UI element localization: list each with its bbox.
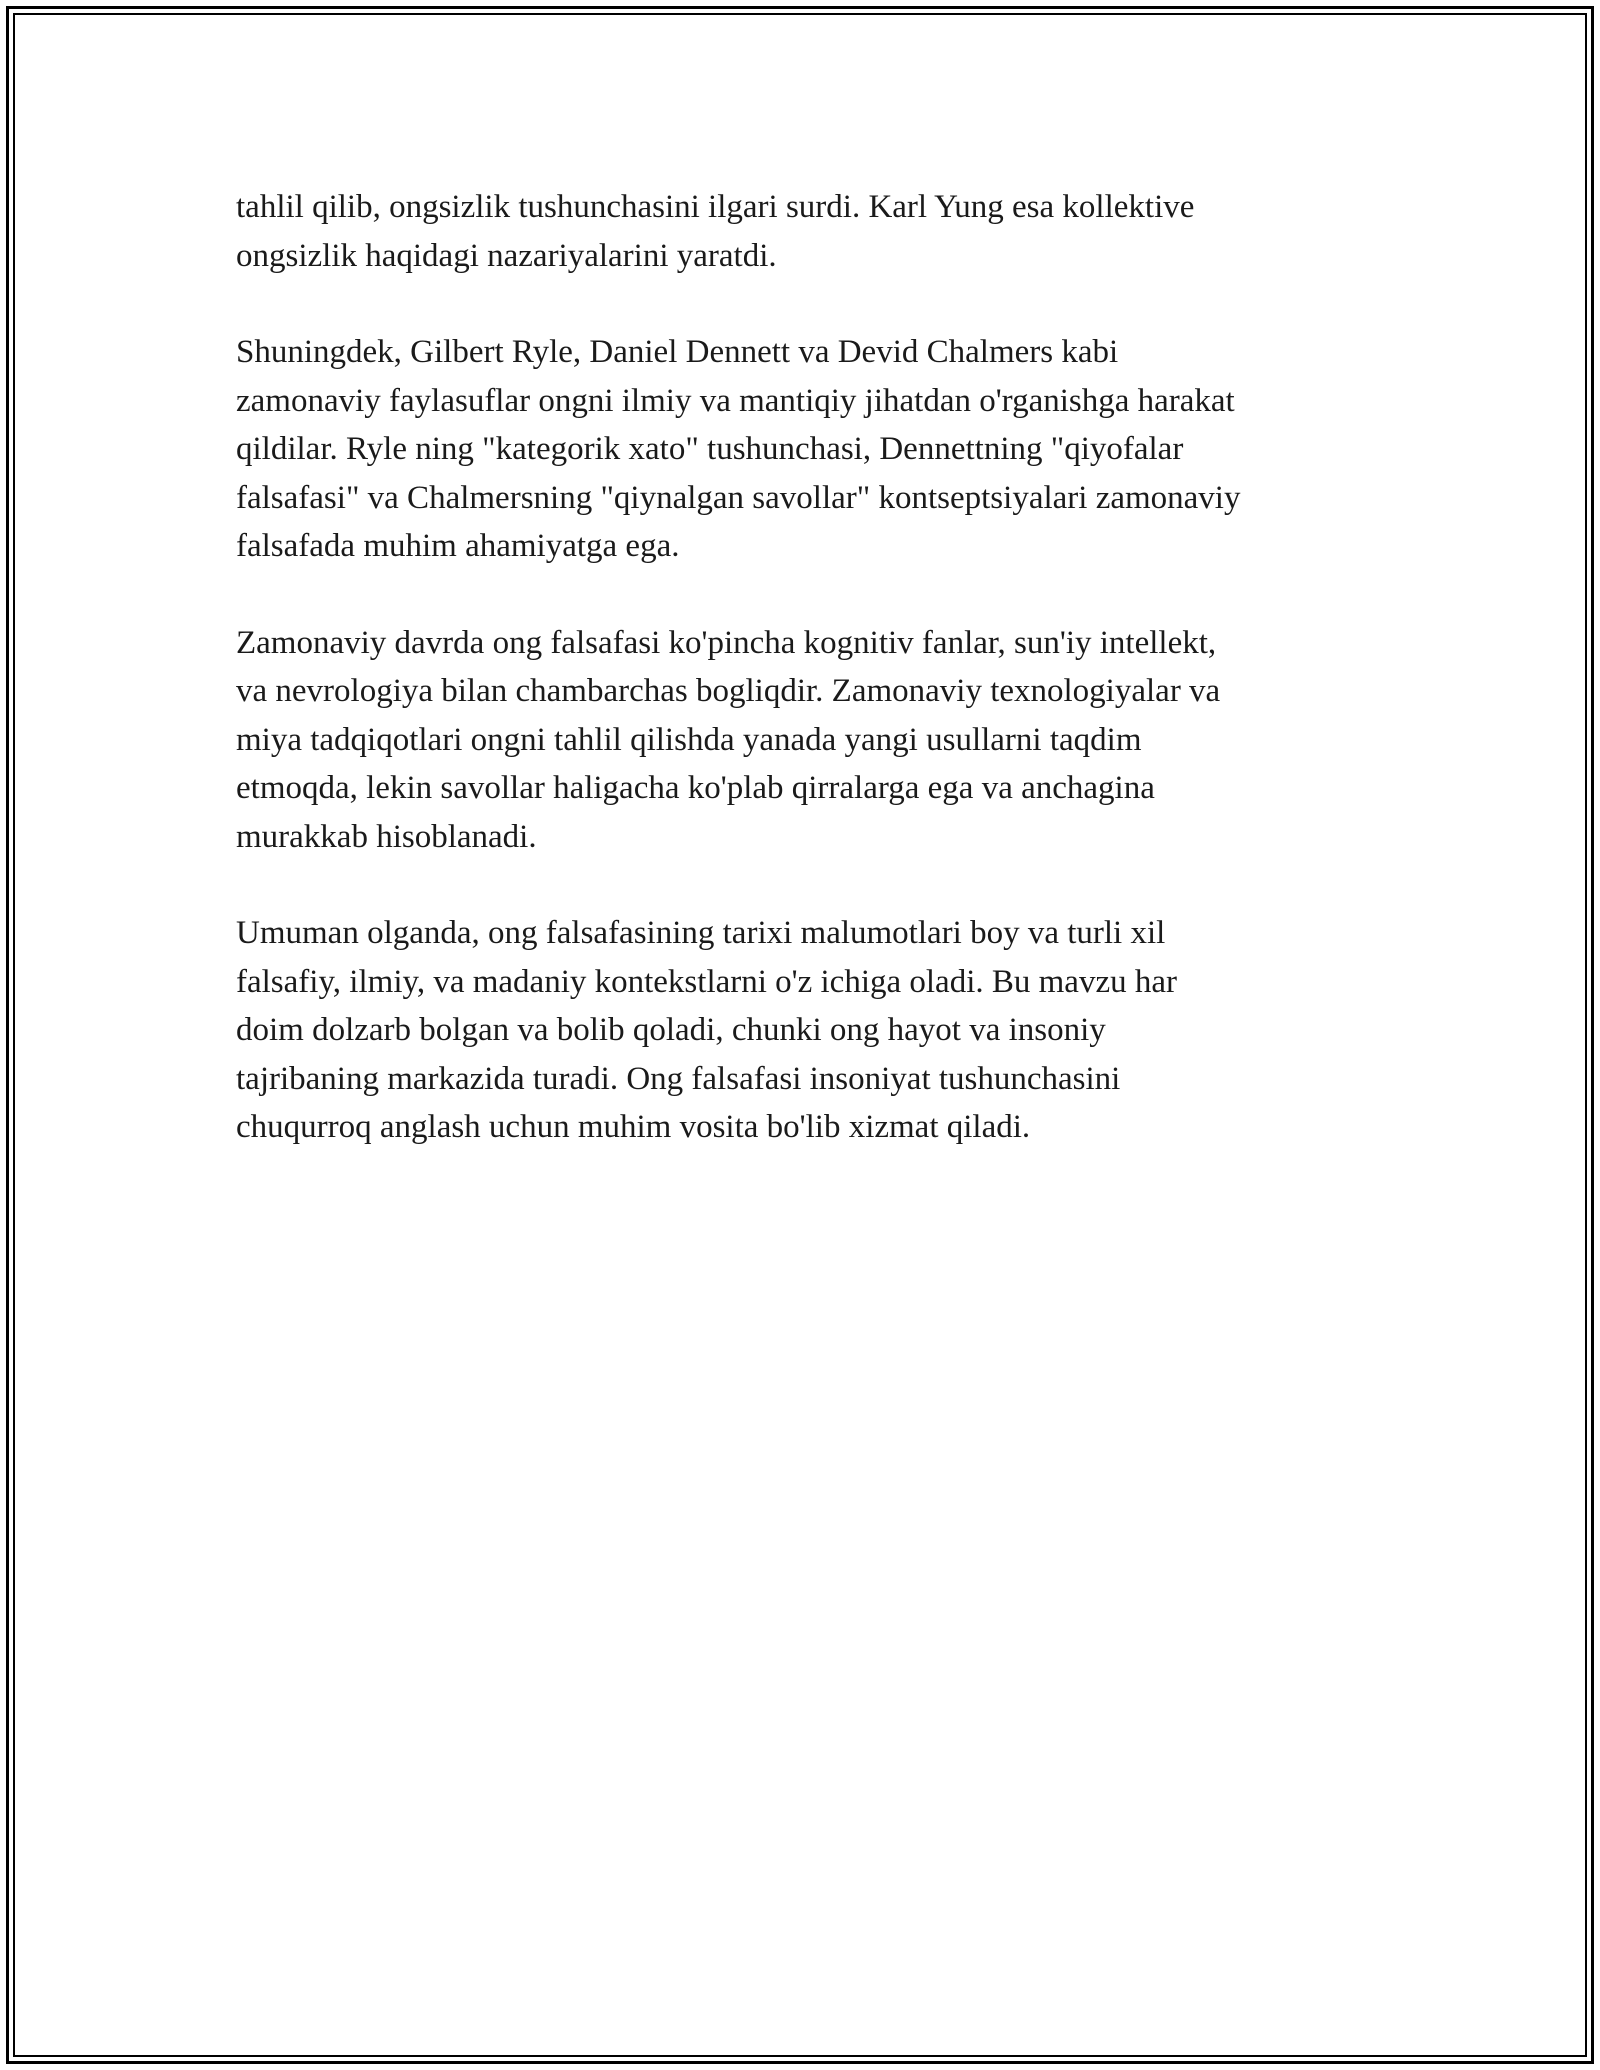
paragraph-1: tahlil qilib, ongsizlik tushunchasini ilgari surdi. Karl Yung esa kollektive ongsizlik haqidagi nazariyalarini yaratdi. <box>236 189 1195 274</box>
paragraph-3: Zamonaviy davrda ong falsafasi ko'pincha kognitiv fanlar, sun'iy intellekt, va nevrologiya bilan chambarchas bogliqdir. Zamonaviy texnologiyalar va miya tadqiqotlari ongni tahlil qilishda yanada yangi usullarni taqdim etmoqda, lekin savollar haligacha ko'plab qirralarga ega va anchagina murakkab hisoblanadi. <box>236 624 1221 855</box>
document-body <box>236 183 1366 1200</box>
paragraph-4: Umuman olganda, ong falsafasining tarixi malumotlari boy va turli xil falsafiy, ilmiy, va madaniy kontekstlarni o'z ichiga oladi. Bu mavzu har doim dolzarb bolgan va bolib qoladi, chunki ong hayot va insoniy tajribaning markazida turadi. Ong falsafasi insoniyat tushunchasini chuqurroq anglash uchun muhim vosita bo'lib xizmat qiladi. <box>236 915 1177 1145</box>
paragraph-2: Shuningdek, Gilbert Ryle, Daniel Dennett va Devid Chalmers kabi zamonaviy faylasuflar ongni ilmiy va mantiqiy jihatdan o'rganishga harakat qildilar. Ryle ning "kategorik xato" tushunchasi, Dennettning "qiyofalar falsafasi" va Chalmersning "qiynalgan savollar" kontseptsiyalari zamonaviy falsafada muhim ahamiyatga ega. <box>236 334 1241 564</box>
